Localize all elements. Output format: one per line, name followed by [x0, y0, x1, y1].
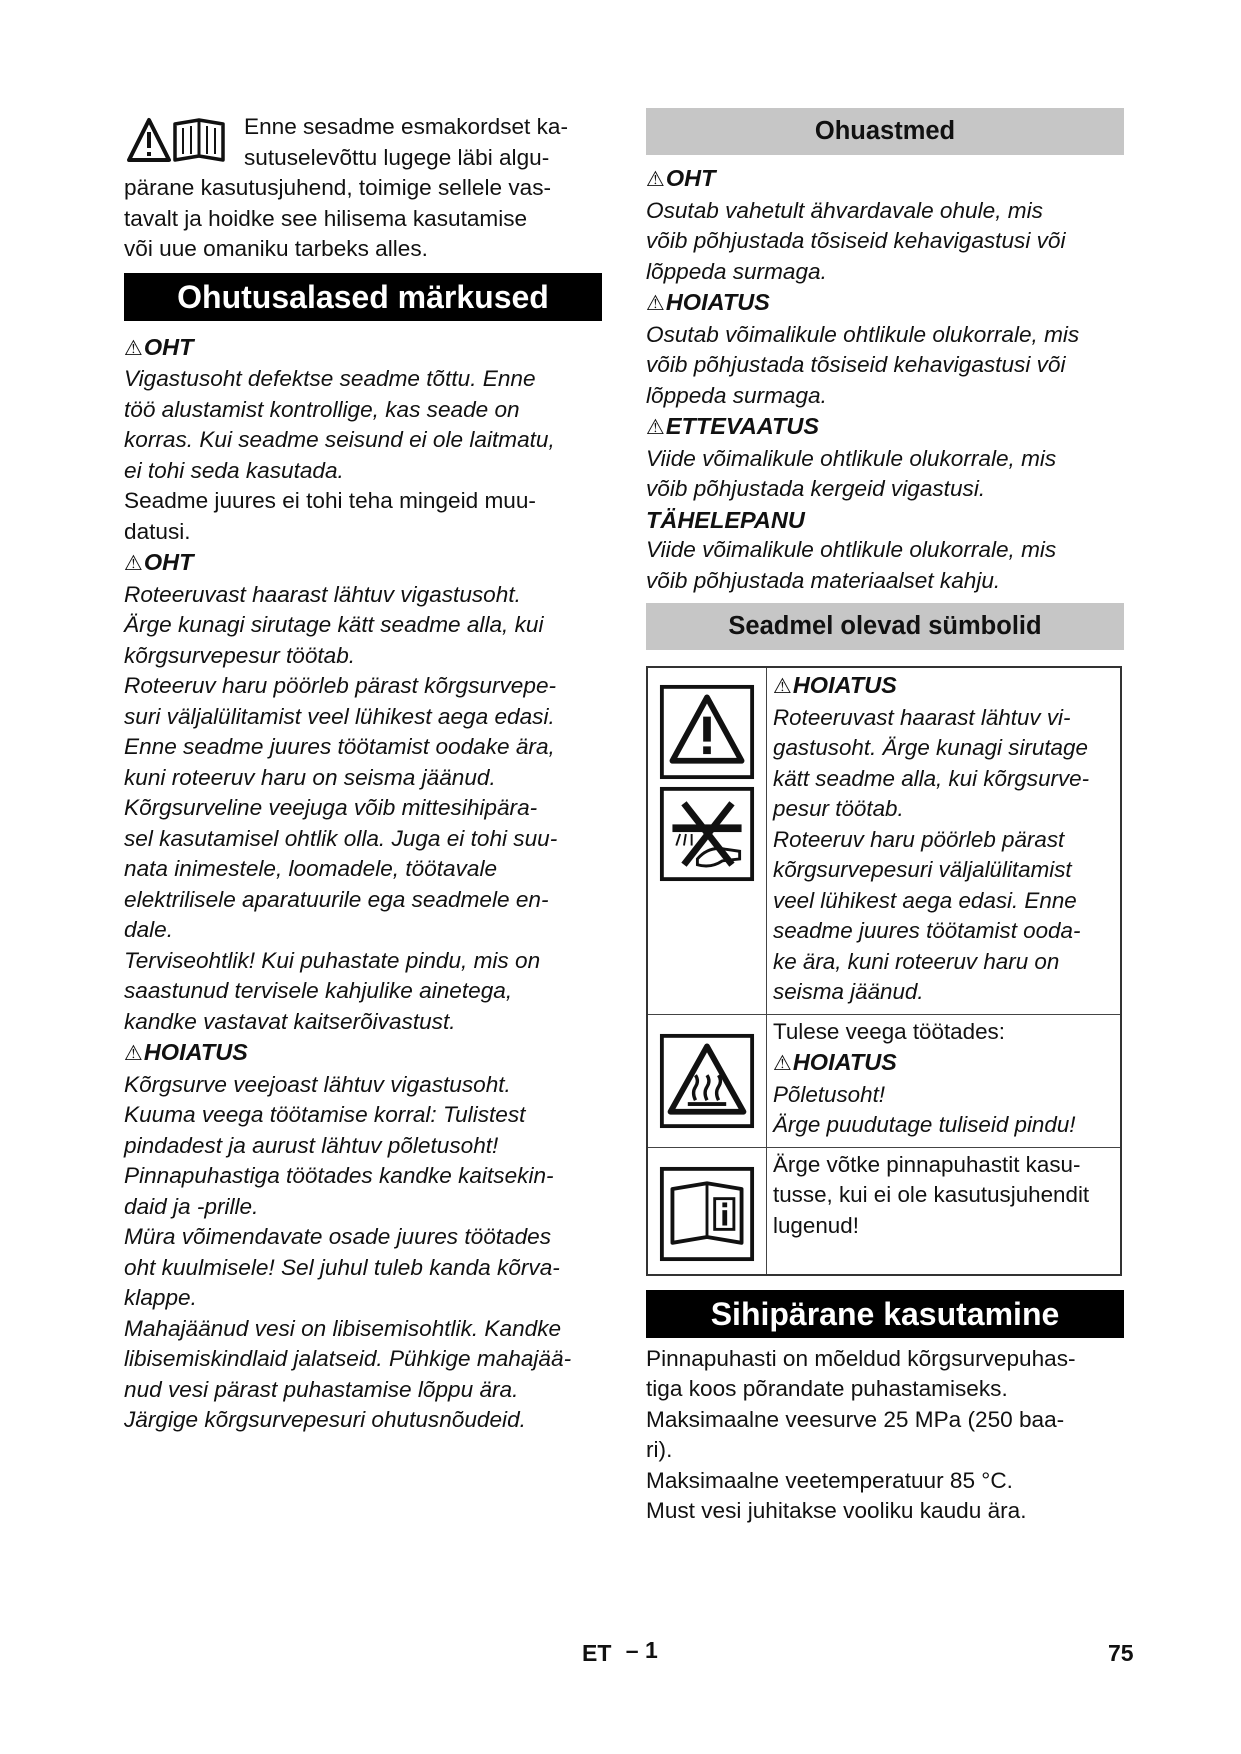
safety-block	[124, 1037, 602, 1436]
safety-text-line: Pinnapuhastiga töötades kandke kaitsekin-	[124, 1163, 554, 1188]
safety-text-line: kandke vastavat kaitserõivastust.	[124, 1008, 456, 1034]
hazard-label-text: HOIATUS	[792, 672, 897, 698]
safety-block	[124, 332, 602, 548]
hazard-label	[773, 1047, 1120, 1080]
hazard-label-text: TÄHELEPANU	[646, 506, 805, 533]
safety-text-line: suri väljalülitamist veel lühikest aega edasi.	[124, 703, 555, 729]
warning-triangle-icon: ⚠	[124, 552, 143, 575]
hazard-label-text: OHT	[665, 165, 716, 191]
hazard-label	[124, 332, 602, 365]
safety-text-line: Enne seadme juures töötamist oodake ära,	[124, 734, 555, 759]
symbol-text-line: Põletusoht!	[773, 1081, 886, 1107]
hazard-level-item	[646, 411, 1124, 505]
warning-manual-icon	[127, 116, 229, 168]
symbol-text-line: kätt seadme alla, kui kõrgsurve-	[773, 765, 1090, 791]
safety-text-line: Müra võimendavate osade juures töötades	[124, 1224, 552, 1249]
safety-heading: Ohutusalased märkused	[124, 273, 602, 321]
hazard-label-text: ETTEVAATUS	[665, 413, 820, 439]
symbol-description	[767, 667, 1122, 1014]
warning-triangle-icon: ⚠	[646, 292, 665, 315]
symbol-text-line: seadme juures töötamist ooda-	[773, 918, 1081, 943]
read-manual-icon	[659, 1166, 755, 1262]
symbol-text-line: tusse, kui ei ole kasutusjuhendit	[773, 1182, 1090, 1207]
warning-triangle-icon: ⚠	[124, 1042, 143, 1065]
symbols-table	[646, 666, 1122, 1276]
symbol-row	[647, 1147, 1121, 1275]
symbol-row	[647, 1014, 1121, 1147]
symbols-heading: Seadmel olevad sümbolid	[646, 603, 1124, 650]
safety-text-line: nata inimestele, loomadele, töötavale	[124, 856, 498, 881]
intro-line: sutuselevõttu lugege läbi algu-	[244, 144, 550, 170]
intended-use-line: ri).	[646, 1437, 673, 1462]
hazard-label	[646, 505, 1124, 536]
safety-text-line: kuni roteeruv haru on seisma jäänud.	[124, 764, 496, 790]
safety-text-line: daid ja -prille.	[124, 1193, 259, 1219]
no-hand-under-device-icon	[659, 786, 755, 882]
hazard-levels-heading: Ohuastmed	[646, 108, 1124, 155]
hazard-levels	[646, 163, 1124, 596]
safety-text-line: Seadme juures ei tohi teha mingeid muu-	[124, 488, 536, 513]
hazard-level-line: lõppeda surmaga.	[646, 382, 827, 408]
symbol-text-line: Roteeruvast haarast lähtuv vi-	[773, 704, 1071, 730]
hazard-label-text: HOIATUS	[665, 289, 770, 315]
hazard-level-line: võib põhjustada materiaalset kahju.	[646, 567, 1001, 593]
symbol-description	[767, 1147, 1122, 1275]
intro-notice	[124, 112, 602, 265]
hazard-level-line: võib põhjustada kergeid vigastusi.	[646, 476, 986, 501]
page-number: 75	[1108, 1640, 1134, 1666]
hot-surface-icon	[659, 1033, 755, 1129]
hazard-label-text: HOIATUS	[792, 1049, 897, 1075]
hazard-label	[124, 547, 602, 580]
safety-text-line: Kõrgsurve veejoast lähtuv vigastusoht.	[124, 1071, 511, 1097]
symbol-text-line: lugenud!	[773, 1212, 859, 1238]
safety-text-line: Roteeruv haru pöörleb pärast kõrgsurvepe-	[124, 673, 557, 698]
warning-triangle-icon: ⚠	[646, 416, 665, 439]
intended-use-heading: Sihipärane kasutamine	[646, 1290, 1124, 1338]
safety-text-line: korras. Kui seadme seisund ei ole laitmatu,	[124, 427, 555, 452]
intended-use-text	[646, 1344, 1124, 1527]
hazard-level-item	[646, 163, 1124, 287]
intended-use-line: Pinnapuhasti on mõeldud kõrgsurvepuhas-	[646, 1345, 1076, 1371]
hazard-level-line: lõppeda surmaga.	[646, 258, 827, 284]
symbol-icon-cell	[647, 1014, 767, 1147]
safety-text-line: Ärge kunagi sirutage kätt seadme alla, kui	[124, 612, 544, 637]
safety-text-line: nud vesi pärast puhastamise lõppu ära.	[124, 1376, 519, 1402]
safety-text-line: Terviseohtlik! Kui puhastate pindu, mis on	[124, 947, 541, 973]
symbol-text-line: Ärge puudutage tuliseid pindu!	[773, 1112, 1076, 1137]
safety-text-line: Järgige kõrgsurvepesuri ohutusnõudeid.	[124, 1407, 526, 1432]
intended-use-line: tiga koos põrandate puhastamiseks.	[646, 1376, 1008, 1401]
safety-text-line: dale.	[124, 917, 173, 942]
intended-use-line: Maksimaalne veesurve 25 MPa (250 baa-	[646, 1406, 1065, 1432]
safety-text-line: libisemiskindlaid jalatseid. Pühkige mahajää-	[124, 1346, 572, 1371]
warning-triangle-icon: ⚠	[124, 336, 143, 360]
hazard-level-line: võib põhjustada tõsiseid kehavigastusi või	[646, 352, 1066, 377]
safety-text-line: oht kuulmisele! Sel juhul tuleb kanda kõrva-	[124, 1254, 560, 1280]
safety-text-line: elektrilisele aparatuurile ega seadmele en-	[124, 886, 549, 912]
symbol-row	[647, 667, 1121, 1014]
hazard-level-line: Osutab võimalikule ohtlikule olukorrale, mis	[646, 321, 1080, 347]
safety-text-line: Roteeruvast haarast lähtuv vigastusoht.	[124, 581, 521, 607]
hazard-label	[124, 1037, 602, 1070]
symbol-text-line: Roteeruv haru pöörleb pärast	[773, 826, 1065, 852]
symbol-text-line: Tulese veega töötades:	[773, 1018, 1005, 1044]
symbol-description	[767, 1014, 1122, 1147]
warning-triangle-icon: ⚠	[773, 675, 792, 698]
hazard-level-item	[646, 505, 1124, 597]
safety-text-line: saastunud tervisele kahjulike ainetega,	[124, 978, 513, 1003]
hazard-label	[646, 287, 1124, 320]
hazard-level-item	[646, 287, 1124, 411]
symbol-text-line: ke ära, kuni roteeruv haru on	[773, 948, 1060, 974]
hazard-label-text: OHT	[143, 333, 194, 360]
symbol-text-line: veel lühikest aega edasi. Enne	[773, 887, 1077, 913]
safety-text-line: datusi.	[124, 518, 191, 544]
warning-triangle-icon: ⚠	[773, 1052, 792, 1075]
intro-line: Enne sesadme esmakordset ka-	[244, 114, 569, 139]
hazard-level-line: võib põhjustada tõsiseid kehavigastusi või	[646, 228, 1066, 253]
safety-text-line: klappe.	[124, 1285, 197, 1310]
safety-text-line: töö alustamist kontrollige, kas seade on	[124, 396, 520, 422]
symbol-text-line: gastusoht. Ärge kunagi sirutage	[773, 735, 1088, 760]
safety-text-line: Mahajäänud vesi on libisemisohtlik. Kandke	[124, 1315, 562, 1341]
safety-text-line: sel kasutamisel ohtlik olla. Juga ei tohi suu-	[124, 825, 558, 851]
symbol-text-line: Ärge võtke pinnapuhastit kasu-	[773, 1151, 1081, 1177]
symbol-text-line: seisma jäänud.	[773, 979, 924, 1004]
hazard-level-line: Osutab vahetult ähvardavale ohule, mis	[646, 197, 1043, 223]
safety-text-line: pindadest ja aurust lähtuv põletusoht!	[124, 1132, 499, 1158]
intro-line: tavalt ja hoidke see hilisema kasutamise	[124, 205, 528, 231]
intro-line: või uue omaniku tarbeks alles.	[124, 236, 428, 261]
hazard-label	[646, 411, 1124, 444]
safety-text-line: Vigastusoht defektse seadme tõttu. Enne	[124, 366, 536, 391]
footer-section-number: – 1	[625, 1637, 658, 1663]
safety-text-line: ei tohi seda kasutada.	[124, 457, 344, 483]
warning-triangle-icon	[659, 684, 755, 780]
warning-triangle-icon: ⚠	[646, 168, 665, 191]
symbol-text-line: pesur töötab.	[773, 796, 904, 821]
intended-use-line: Must vesi juhitakse vooliku kaudu ära.	[646, 1498, 1027, 1523]
hazard-label	[773, 670, 1120, 703]
intro-line: pärane kasutusjuhend, toimige sellele vas-	[124, 175, 552, 200]
symbol-icon-cell	[647, 1147, 767, 1275]
hazard-label	[646, 163, 1124, 196]
safety-text-line: Kõrgsurveline veejuga võib mittesihipära-	[124, 795, 538, 820]
footer-lang: ET	[582, 1640, 612, 1666]
symbol-icon-cell	[647, 667, 767, 1014]
hazard-label-text: OHT	[143, 549, 194, 575]
right-column	[646, 112, 1124, 1527]
safety-text-line: kõrgsurvepesur töötab.	[124, 642, 356, 668]
safety-text-line: Kuuma veega töötamise korral: Tulistest	[124, 1102, 526, 1127]
intended-use-line: Maksimaalne veetemperatuur 85 °C.	[646, 1467, 1013, 1493]
left-column	[124, 112, 602, 1436]
safety-notes	[124, 332, 602, 1436]
safety-block	[124, 547, 602, 1037]
footer-section	[582, 1637, 658, 1667]
hazard-level-line: Viide võimalikule ohtlikule olukorrale, mis	[646, 537, 1057, 562]
hazard-level-line: Viide võimalikule ohtlikule olukorrale, mis	[646, 445, 1057, 471]
hazard-label-text: HOIATUS	[143, 1039, 248, 1065]
symbol-text-line: kõrgsurvepesuri väljalülitamist	[773, 857, 1072, 882]
